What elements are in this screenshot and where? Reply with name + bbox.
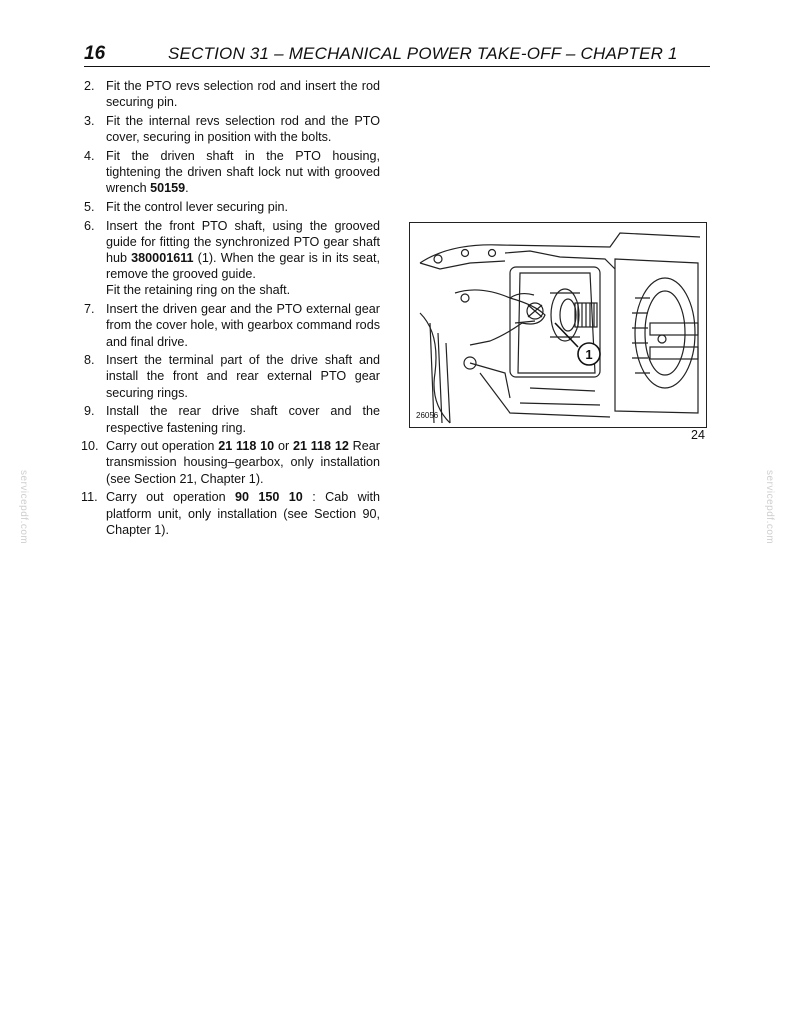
figure-code: 26056 [416, 411, 439, 420]
page-number: 16 [84, 43, 106, 64]
step-text: Carry out operation [106, 439, 219, 454]
step-text: or [274, 439, 293, 454]
step-number: 4. [84, 148, 95, 163]
step-text: Fit the retaining ring on the shaft. [106, 283, 291, 298]
step-text: Fit the driven shaft in the PTO housing, tightening the driven shaft lock nut with grooved wrench [106, 148, 380, 196]
figure-number: 24 [691, 428, 705, 442]
step-reference-code: 90 150 10 [235, 490, 303, 505]
procedure-steps [81, 78, 381, 540]
step-number: 2. [84, 79, 95, 93]
procedure-step [84, 218, 380, 299]
step-text: Rear transmission housing–gearbox, only installation (see Section 21, Chapter 1). [106, 439, 380, 486]
pto-assembly-drawing [410, 223, 706, 427]
step-text: . [185, 181, 189, 196]
section-title: SECTION 31 – MECHANICAL POWER TAKE-OFF – CHAPTER 1 [168, 44, 678, 63]
step-text: Insert the front PTO shaft, using the grooved guide for fitting the synchronized PTO gear shaft hub [106, 218, 380, 266]
watermark-right: servicepdf.com [764, 470, 775, 545]
procedure-step [81, 489, 381, 538]
step-reference-code: 380001611 [131, 251, 194, 266]
procedure-step [84, 301, 380, 350]
procedure-step [84, 78, 380, 110]
watermark-left: servicepdf.com [18, 470, 29, 545]
procedure-step [81, 438, 380, 487]
step-number: 5. [84, 199, 95, 214]
step-number: 9. [84, 404, 95, 419]
step-number: 10. [81, 439, 99, 454]
procedure-step [84, 352, 380, 401]
step-reference-code: 50159 [150, 181, 186, 196]
procedure-step [84, 148, 380, 197]
figure-illustration [409, 222, 707, 428]
step-text: Fit the internal revs selection rod and the PTO cover, securing in position with the bolts. [106, 113, 380, 145]
step-text: Carry out operation [106, 490, 235, 505]
step-text: Insert the driven gear and the PTO external gear from the cover hole, with gearbox command rods and final drive. [106, 302, 380, 349]
callout-label: 1 [585, 347, 593, 362]
step-text: Install the rear drive shaft cover and the respective fastening ring. [106, 404, 380, 435]
procedure-step [84, 403, 380, 435]
step-reference-code: 21 118 10 [218, 439, 275, 454]
procedure-step [84, 199, 380, 215]
step-text: Insert the terminal part of the drive shaft and install the front and rear external PTO gear securing rings. [106, 353, 380, 400]
step-number: 6. [84, 218, 95, 233]
step-reference-code: 21 118 12 [292, 439, 349, 454]
step-text: Fit the PTO revs selection rod and insert the rod securing pin. [106, 79, 380, 110]
step-text: (1). When the gear is in its seat, remove the grooved guide. [106, 251, 380, 282]
step-text: Fit the control lever securing pin. [106, 199, 288, 214]
page-header [84, 40, 710, 67]
step-number: 3. [84, 113, 95, 128]
step-number: 11. [81, 490, 98, 505]
procedure-step [84, 113, 380, 145]
step-number: 8. [84, 353, 95, 368]
step-number: 7. [84, 302, 95, 317]
step-text: : Cab with platform unit, only installation (see Section 90, Chapter 1). [106, 490, 381, 537]
